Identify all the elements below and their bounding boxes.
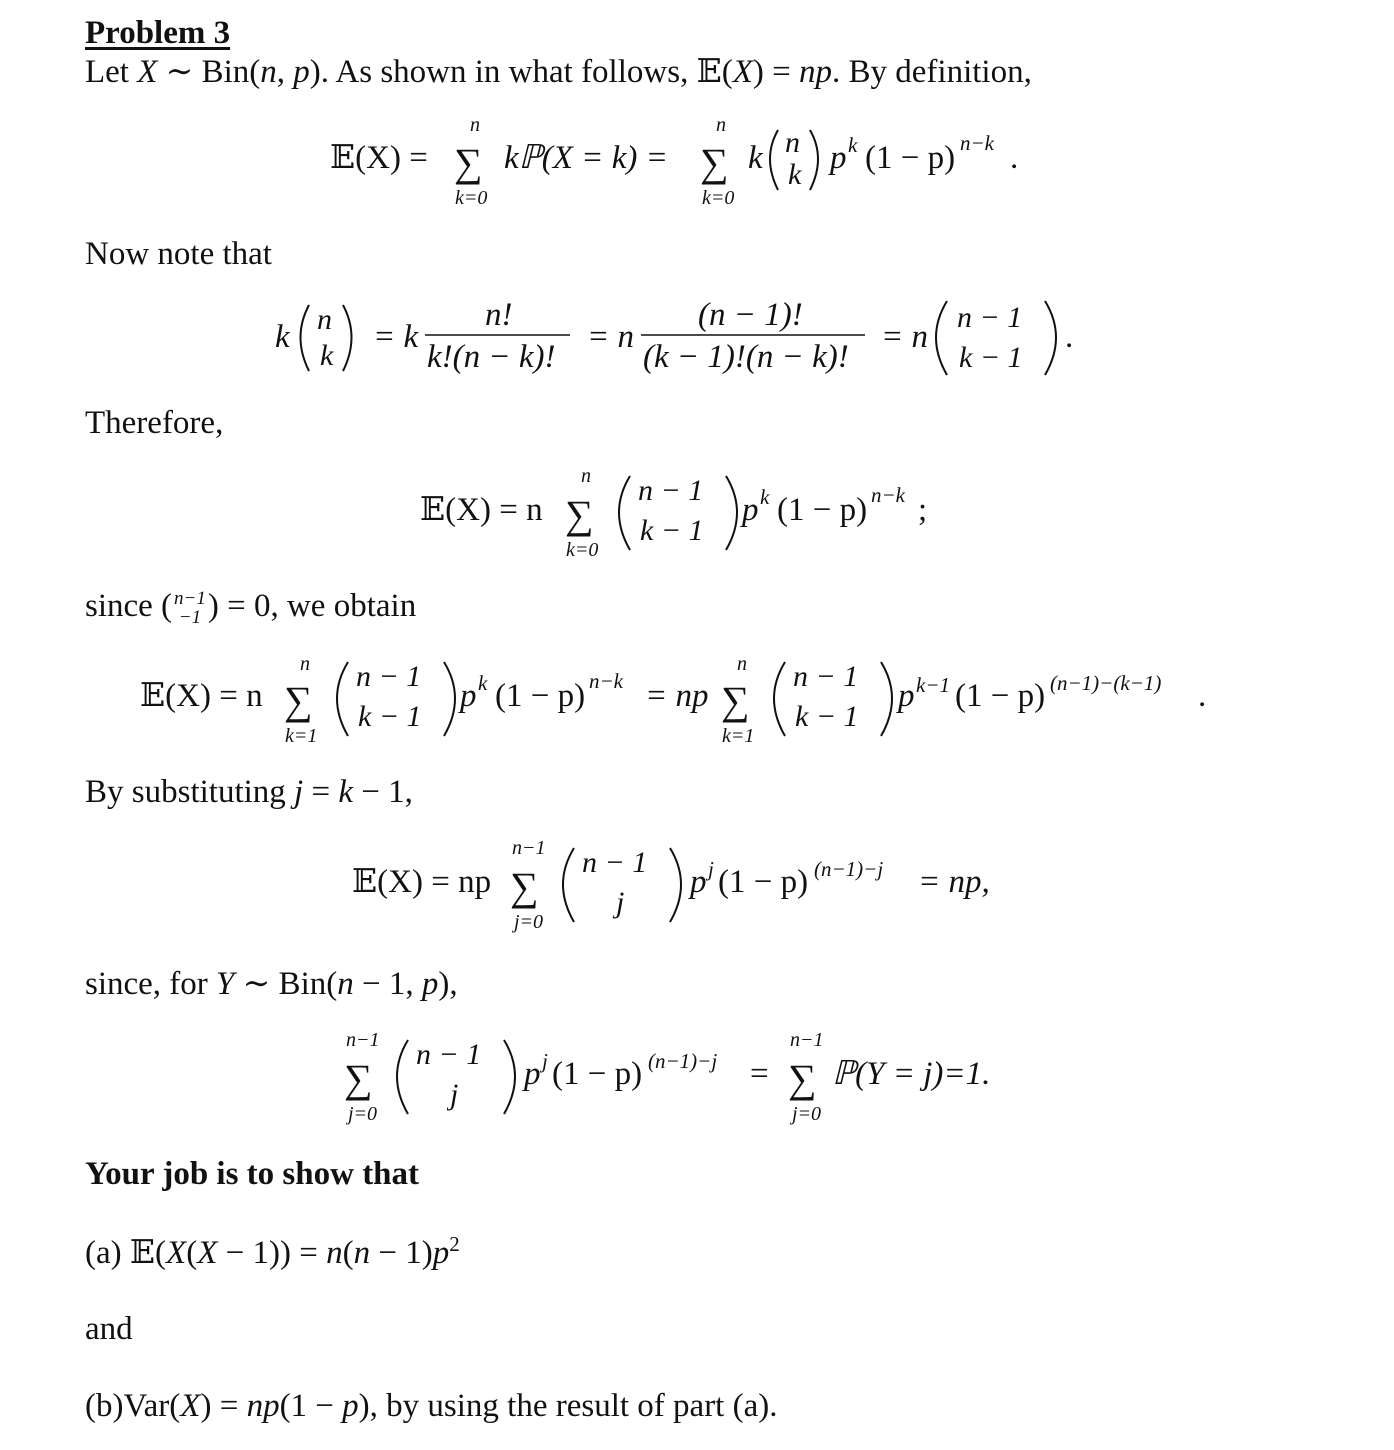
intro-part: ). As shown in what follows, 𝔼( — [309, 54, 733, 90]
part-a-exponent: 2 — [449, 1232, 460, 1256]
left-paren — [770, 130, 778, 190]
eq4-binom2-bottom: k − 1 — [795, 700, 859, 733]
equation-expectation-shifted — [140, 648, 1220, 748]
right-paren — [726, 476, 737, 550]
intro-part: , — [276, 54, 294, 90]
eq3-p: p — [742, 492, 759, 528]
part-b — [85, 1388, 777, 1424]
intro-part: ∼ Bin( — [157, 54, 261, 90]
eq5-rhs: = np, — [918, 864, 990, 900]
left-paren — [936, 301, 947, 375]
part-b-segment: np — [246, 1388, 280, 1424]
since-y-part: since, for — [85, 966, 217, 1002]
equation-expectation-result — [352, 834, 1012, 934]
eq1-binom-bottom: k — [788, 158, 802, 191]
eq2-binom-top: n — [317, 303, 332, 336]
sum-sign: ∑ — [454, 140, 483, 185]
since-part: ) = 0, we obtain — [207, 588, 417, 624]
eq4-sum2-top: n — [737, 653, 747, 675]
eq6-sum2-bottom: j=0 — [792, 1103, 822, 1125]
eq3-sum-top: n — [581, 465, 591, 487]
eq5-binom-top: n − 1 — [582, 846, 648, 879]
left-paren — [563, 848, 574, 922]
intro-part: n — [260, 54, 277, 90]
eq4-binom1-top: n − 1 — [356, 660, 422, 693]
eq1-lhs: 𝔼(X) = — [330, 140, 428, 176]
right-paren — [444, 662, 455, 736]
equation-expectation-definition — [330, 110, 1050, 210]
eq3-lhs: 𝔼(X) = n — [420, 492, 543, 528]
eq4-binom1-bottom: k − 1 — [358, 700, 422, 733]
eq1-factor: (1 − p) — [865, 140, 956, 176]
eq6-factor: (1 − p) — [552, 1056, 643, 1092]
eq2-eq2: = n — [587, 319, 635, 355]
sum-sign: ∑ — [510, 864, 539, 909]
intro-line — [85, 54, 1032, 90]
left-paren — [619, 476, 630, 550]
part-a-segment: n — [326, 1235, 343, 1271]
intro-part: p — [293, 54, 310, 90]
eq4-factor2-exp: (n−1)−(k−1) — [1050, 671, 1162, 695]
equation-binomial-identity — [275, 295, 1095, 385]
eq4-factor2: (1 − p) — [955, 678, 1046, 714]
right-paren — [670, 848, 681, 922]
right-paren — [1045, 301, 1056, 375]
eq1-end: . — [1010, 140, 1019, 176]
eq5-p: p — [690, 864, 707, 900]
right-paren — [343, 305, 352, 371]
problem-title: Problem 3 — [85, 15, 231, 51]
eq4-p2: p — [898, 678, 915, 714]
eq5-sum-bottom: j=0 — [514, 911, 544, 933]
sum-sign: ∑ — [721, 678, 750, 723]
part-b-segment: X — [180, 1388, 201, 1424]
since-y-line — [85, 966, 458, 1002]
and-text: and — [85, 1311, 133, 1347]
eq4-factor1: (1 − p) — [495, 678, 586, 714]
eq5-p-exp: j — [708, 857, 714, 881]
eq4-sum2-bottom: k=1 — [722, 725, 755, 747]
since-zero-line — [85, 588, 416, 627]
part-a-segment: n — [353, 1235, 371, 1271]
eq2-eq1: = k — [373, 319, 419, 355]
equation-pmf-sum — [342, 1026, 1022, 1126]
eq6-binom-bottom: j — [450, 1078, 459, 1111]
eq1-binom-top: n — [785, 126, 800, 159]
left-paren — [337, 662, 348, 736]
since-y-part: ), — [438, 966, 458, 1002]
part-b-segment: ) = — [200, 1388, 247, 1424]
since-y-part: n — [337, 966, 354, 1002]
therefore-text: Therefore, — [85, 405, 224, 441]
eq2-frac2-num: (n − 1)! — [698, 297, 803, 333]
eq1-k: k — [748, 140, 763, 176]
eq4-p2-exp: k−1 — [916, 673, 950, 697]
right-paren — [504, 1040, 515, 1114]
since-y-part: − 1, — [353, 966, 422, 1002]
now-note-text: Now note that — [85, 236, 272, 272]
part-a-segment: − 1)) = — [217, 1235, 327, 1271]
eq6-sum1-top: n−1 — [346, 1029, 380, 1051]
sum-sign: ∑ — [700, 140, 729, 185]
eq4-p1-exp: k — [478, 671, 488, 695]
eq5-sum-top: n−1 — [512, 837, 546, 859]
sum-sign: ∑ — [284, 678, 313, 723]
eq4-eq: = np — [645, 678, 709, 714]
right-paren — [881, 662, 892, 736]
sum-sign: ∑ — [565, 492, 594, 537]
intro-part: np — [799, 54, 832, 90]
eq6-sum1-bottom: j=0 — [348, 1103, 378, 1125]
eq6-p-exp: j — [542, 1049, 548, 1073]
intro-part: ) = — [752, 54, 799, 90]
left-paren — [301, 305, 310, 371]
eq4-sum1-top: n — [300, 653, 310, 675]
eq1-sum1-bottom: k=0 — [455, 187, 488, 209]
part-b-segment: (b)Var( — [85, 1388, 181, 1424]
part-a-segment: ( — [186, 1235, 198, 1271]
eq6-binom-top: n − 1 — [416, 1038, 482, 1071]
equation-expectation-rewrite — [420, 462, 960, 562]
eq2-lhs-k: k — [275, 319, 290, 355]
eq3-factor: (1 − p) — [777, 492, 868, 528]
inline-binom-top: n−1 — [174, 588, 206, 610]
intro-part: X — [732, 54, 753, 90]
eq5-lhs: 𝔼(X) = np — [352, 864, 492, 900]
eq1-sum2-top: n — [716, 114, 726, 136]
eq1-sum2-bottom: k=0 — [702, 187, 735, 209]
eq4-lhs: 𝔼(X) = n — [140, 678, 263, 714]
eq2-binom2-top: n − 1 — [957, 301, 1023, 334]
eq4-end: . — [1198, 678, 1207, 714]
substitute-part: j — [294, 774, 304, 810]
eq4-p1: p — [460, 678, 477, 714]
left-paren — [397, 1040, 408, 1114]
part-b-segment: ), by using the result of part (a). — [358, 1388, 778, 1424]
eq2-frac1-num: n! — [485, 297, 513, 333]
substitute-part: = — [303, 774, 339, 810]
substitute-part: k — [338, 774, 353, 810]
eq1-p: p — [830, 140, 847, 176]
eq6-term: ℙ(Y = j)=1. — [832, 1056, 991, 1092]
eq6-factor-exp: (n−1)−j — [648, 1049, 718, 1073]
eq3-binom-bottom: k − 1 — [640, 514, 704, 547]
eq3-p-exp: k — [760, 485, 770, 509]
part-a — [85, 1233, 460, 1271]
part-b-segment: p — [342, 1388, 359, 1424]
substitute-part: By substituting — [85, 774, 295, 810]
eq2-eq3: = n — [881, 319, 929, 355]
eq3-factor-exp: n−k — [871, 483, 905, 507]
inline-binom-bottom: −1 — [178, 607, 202, 629]
intro-part: Let — [85, 54, 138, 90]
eq2-binom-bottom: k — [320, 339, 334, 372]
sum-sign: ∑ — [344, 1056, 373, 1101]
since-y-part: ∼ Bin( — [234, 966, 338, 1002]
left-paren — [774, 662, 785, 736]
eq2-binom2-bottom: k − 1 — [959, 341, 1023, 374]
since-y-part: Y — [216, 966, 235, 1002]
job-heading: Your job is to show that — [85, 1156, 420, 1192]
eq5-factor: (1 − p) — [718, 864, 809, 900]
intro-part: X — [137, 54, 158, 90]
eq5-factor-exp: (n−1)−j — [814, 857, 884, 881]
eq3-binom-top: n − 1 — [638, 474, 704, 507]
eq1-sum1-top: n — [470, 114, 480, 136]
eq4-sum1-bottom: k=1 — [285, 725, 318, 747]
inline-binomial — [174, 589, 206, 627]
intro-part: . By definition, — [832, 54, 1032, 90]
part-a-segment: X — [197, 1235, 218, 1271]
eq1-factor-exp: n−k — [960, 131, 994, 155]
part-a-segment: (a) 𝔼( — [85, 1235, 167, 1271]
part-a-segment: − 1) — [370, 1235, 433, 1271]
since-part: since ( — [85, 588, 173, 624]
eq5-binom-bottom: j — [616, 886, 625, 919]
eq2-frac2-den: (k − 1)!(n − k)! — [643, 339, 849, 375]
eq3-sum-bottom: k=0 — [566, 539, 599, 561]
part-a-segment: ( — [342, 1235, 354, 1271]
eq1-term1: kℙ(X = k) = — [504, 140, 668, 176]
substitute-part: − 1, — [353, 774, 413, 810]
eq2-end: . — [1065, 319, 1074, 355]
eq6-sum2-top: n−1 — [790, 1029, 824, 1051]
eq1-p-exp: k — [848, 133, 858, 157]
eq6-eq: = — [750, 1056, 769, 1092]
since-y-part: p — [421, 966, 439, 1002]
eq3-end: ; — [918, 492, 928, 528]
substitute-line — [85, 774, 413, 810]
part-b-segment: (1 − — [279, 1388, 343, 1424]
eq6-p: p — [524, 1056, 541, 1092]
part-a-segment: X — [166, 1235, 187, 1271]
sum-sign: ∑ — [788, 1056, 817, 1101]
eq4-binom2-top: n − 1 — [793, 660, 859, 693]
eq2-frac1-den: k!(n − k)! — [427, 339, 556, 375]
right-paren — [810, 130, 818, 190]
part-a-segment: p — [432, 1235, 450, 1271]
eq4-factor1-exp: n−k — [589, 669, 623, 693]
